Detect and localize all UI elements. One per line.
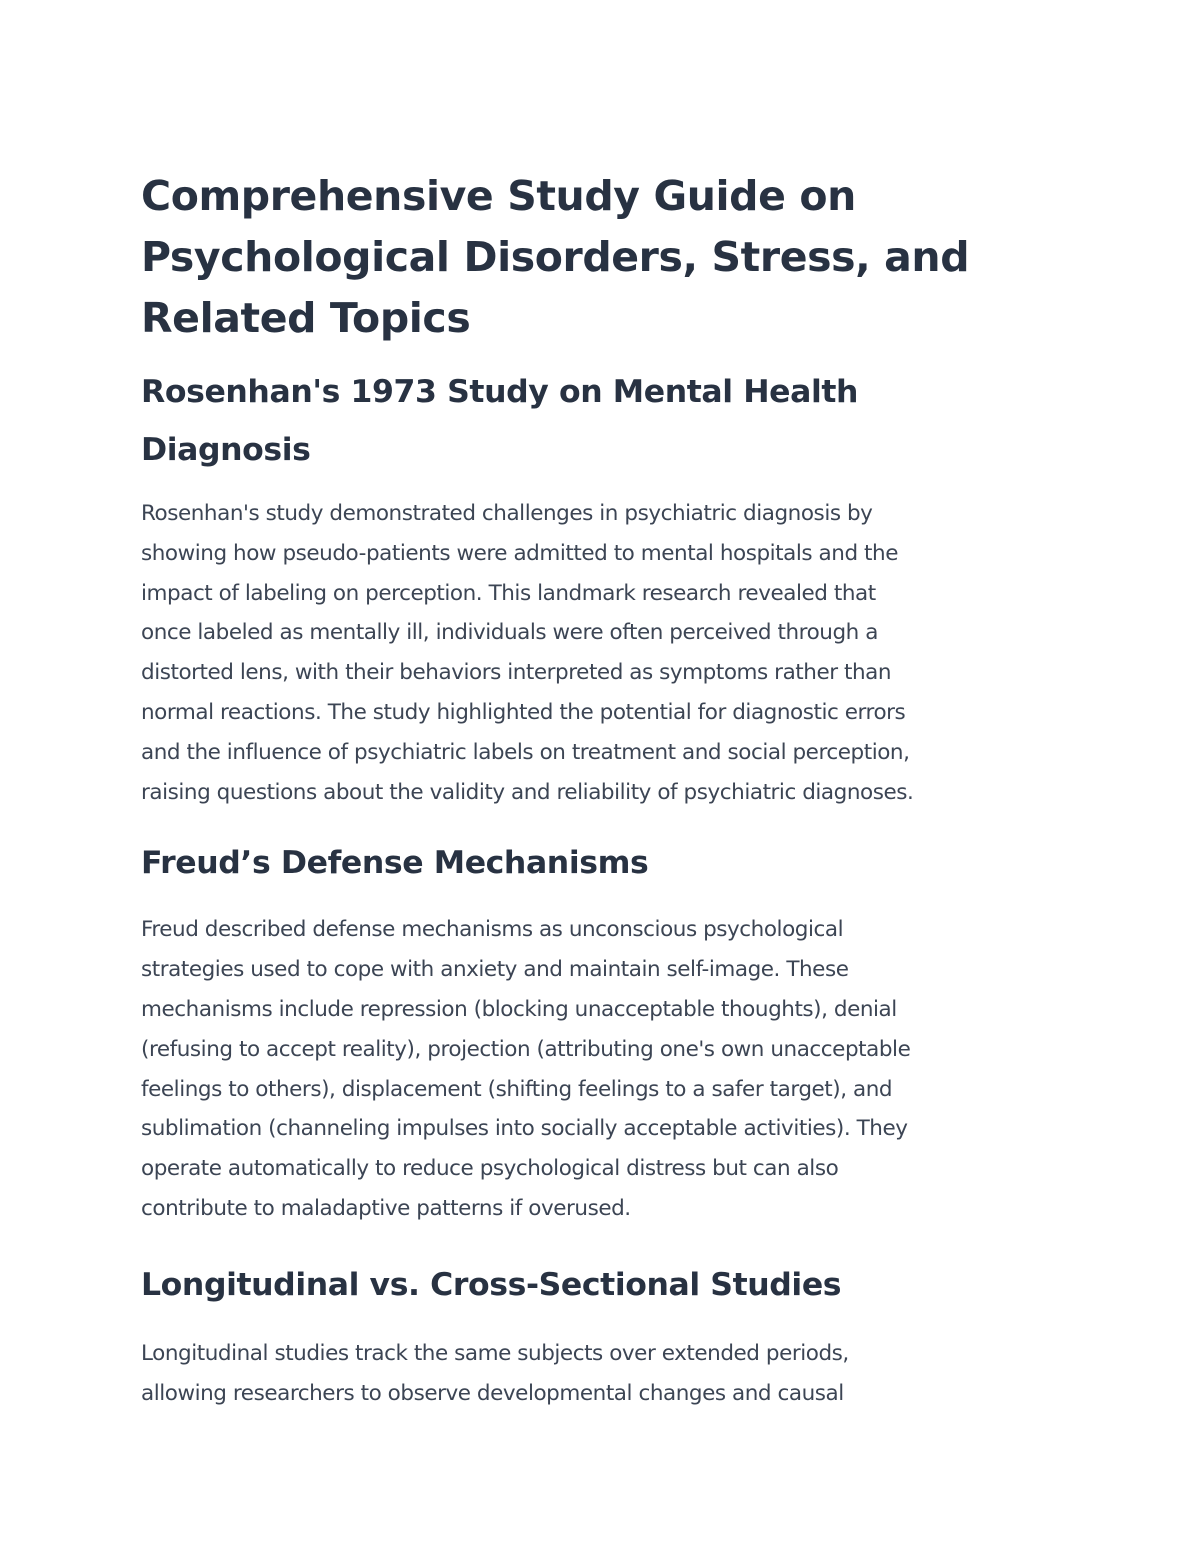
section-paragraph [141,910,1061,1228]
heading-line: Longitudinal vs. Cross-Sectional Studies [141,1266,842,1303]
heading-line: Rosenhan's 1973 Study on Mental Health [141,374,859,410]
paragraph-line: impact of labeling on perception. This landmark research revealed that [141,580,876,606]
paragraph-line: once labeled as mentally ill, individuals were often perceived through a [141,620,878,646]
title-line: Related Topics [141,294,471,342]
section-heading [141,363,1061,479]
paragraph-line: raising questions about the validity and reliability of psychiatric diagnoses. [141,779,914,805]
paragraph-line: contribute to maladaptive patterns if overused. [141,1195,631,1221]
page-title [141,166,1061,349]
paragraph-line: sublimation (channeling impulses into socially acceptable activities). They [141,1116,908,1142]
paragraph-line: Rosenhan's study demonstrated challenges in psychiatric diagnosis by [141,501,873,526]
paragraph-line: allowing researchers to observe developmental changes and causal [141,1380,844,1406]
paragraph-line: Freud described defense mechanisms as unconscious psychological [141,917,844,943]
paragraph-line: normal reactions. The study highlighted the potential for diagnostic errors [141,699,906,725]
paragraph-line: showing how pseudo-patients were admitted to mental hospitals and the [141,540,898,566]
document-page [141,166,1061,1413]
heading-line: Diagnosis [141,432,311,468]
paragraph-line: Longitudinal studies track the same subjects over extended periods, [141,1340,849,1366]
title-line: Comprehensive Study Guide on [141,172,856,220]
section-heading [141,1256,1061,1314]
paragraph-line: mechanisms include repression (blocking unacceptable thoughts), denial [141,996,897,1022]
paragraph-line: feelings to others), displacement (shifting feelings to a safer target), and [141,1076,893,1102]
section-heading [141,834,1061,892]
paragraph-line: and the influence of psychiatric labels on treatment and social perception, [141,739,910,765]
section-freud-defense-mechanisms [141,834,1061,1228]
paragraph-line: operate automatically to reduce psychological distress but can also [141,1156,839,1182]
section-paragraph [141,1334,1061,1414]
section-longitudinal-vs-cross-sectional [141,1256,1061,1414]
title-line: Psychological Disorders, Stress, and [141,233,970,281]
paragraph-line: (refusing to accept reality), projection (attributing one's own unacceptable [141,1036,911,1062]
heading-line: Freud’s Defense Mechanisms [141,845,649,882]
paragraph-line: distorted lens, with their behaviors interpreted as symptoms rather than [141,660,892,686]
section-rosenhan-study [141,363,1061,812]
section-paragraph [141,494,1061,812]
paragraph-line: strategies used to cope with anxiety and maintain self-image. These [141,957,849,983]
